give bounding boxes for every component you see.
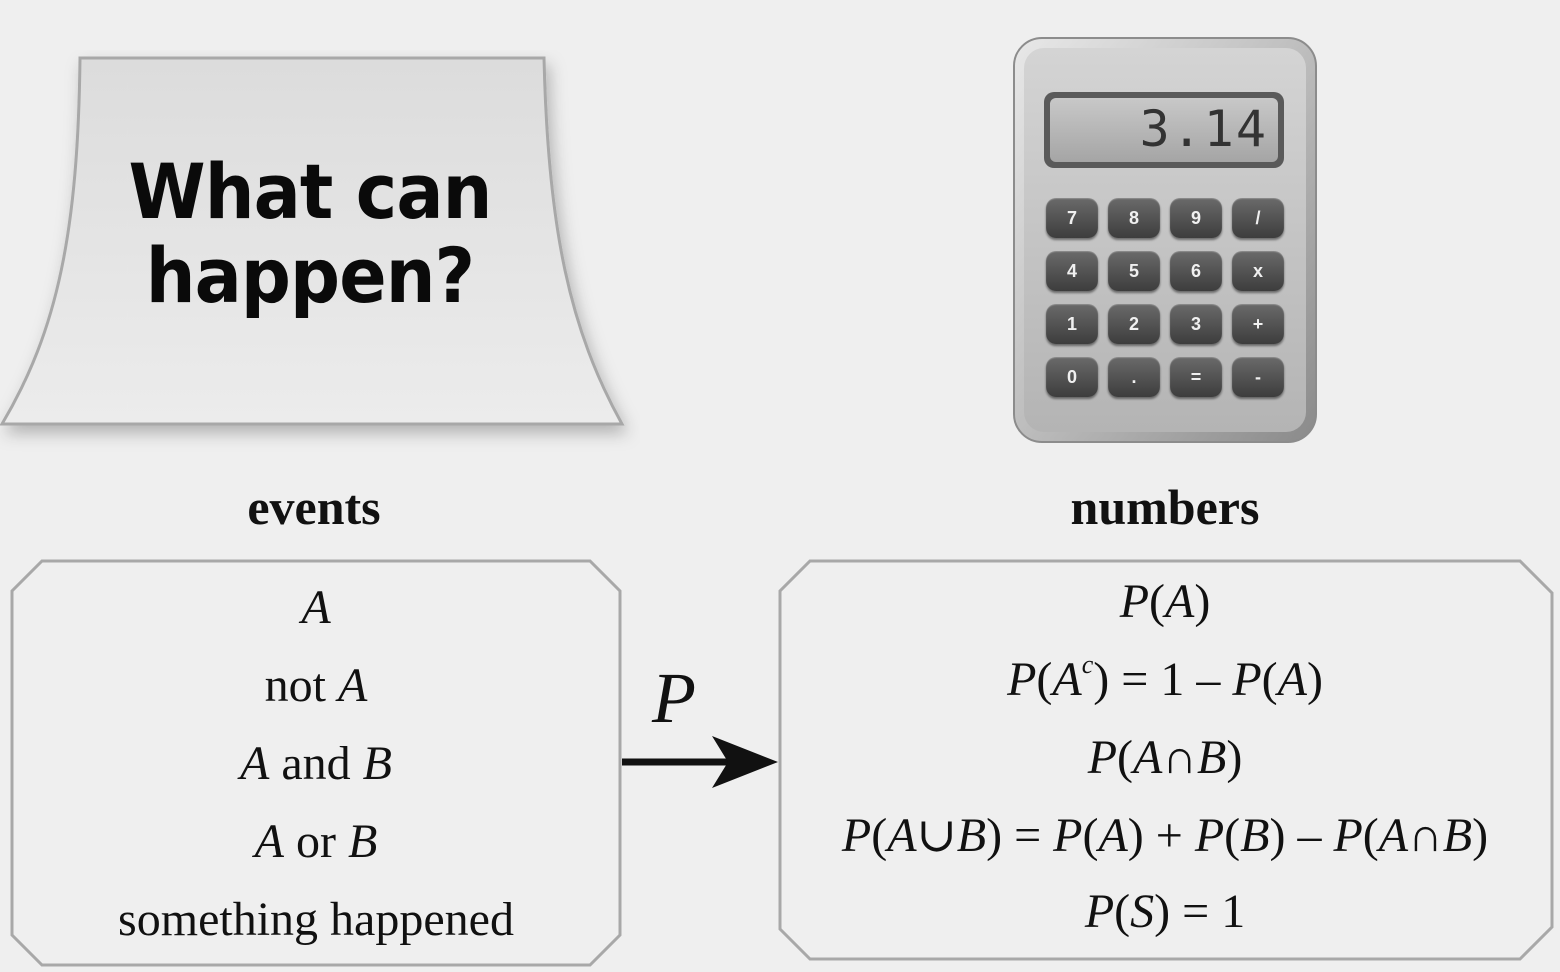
calculator-key: 7 [1046,198,1098,238]
calculator-key: 0 [1046,357,1098,397]
event-something-happened: something happened [118,893,514,946]
calculator-key: x [1232,251,1284,291]
event-a: A [301,581,331,634]
calculator-key: 2 [1108,304,1160,344]
formula-union: P(A∪B) = P(A) + P(B) – P(A∩B) [841,809,1489,862]
calculator-key: 1 [1046,304,1098,344]
poster-line-2: happen? [145,231,475,320]
calculator-key: 3 [1170,304,1222,344]
event-not-a: not A [264,659,368,712]
right-arrow-icon [620,730,780,792]
calculator-key: 8 [1108,198,1160,238]
calculator-key: . [1108,357,1160,397]
numbers-heading: numbers [1070,479,1260,535]
formula-intersection: P(A∩B) [1087,731,1243,784]
calculator-display: 3.14 [1139,100,1268,158]
event-a-and-b: A and B [240,737,392,790]
calculator-key: 9 [1170,198,1222,238]
events-heading: events [247,479,381,535]
calculator-key: = [1170,357,1222,397]
formula-p-a: P(A) [1119,575,1211,628]
calculator-key: / [1232,198,1284,238]
calculator-key: - [1232,357,1284,397]
calculator-key: 6 [1170,251,1222,291]
event-a-or-b: A or B [254,815,378,868]
formula-complement: $P(A^c) = 1 - P(A)$ [1007,650,1323,706]
mapping-label: P [652,658,696,738]
poster-text [112,147,508,320]
calculator-key: 5 [1108,251,1160,291]
poster-line-1: What can [128,147,492,236]
calculator-key: + [1232,304,1284,344]
formula-sample-space: P(S) = 1 [1084,885,1246,938]
calculator-key: 4 [1046,251,1098,291]
